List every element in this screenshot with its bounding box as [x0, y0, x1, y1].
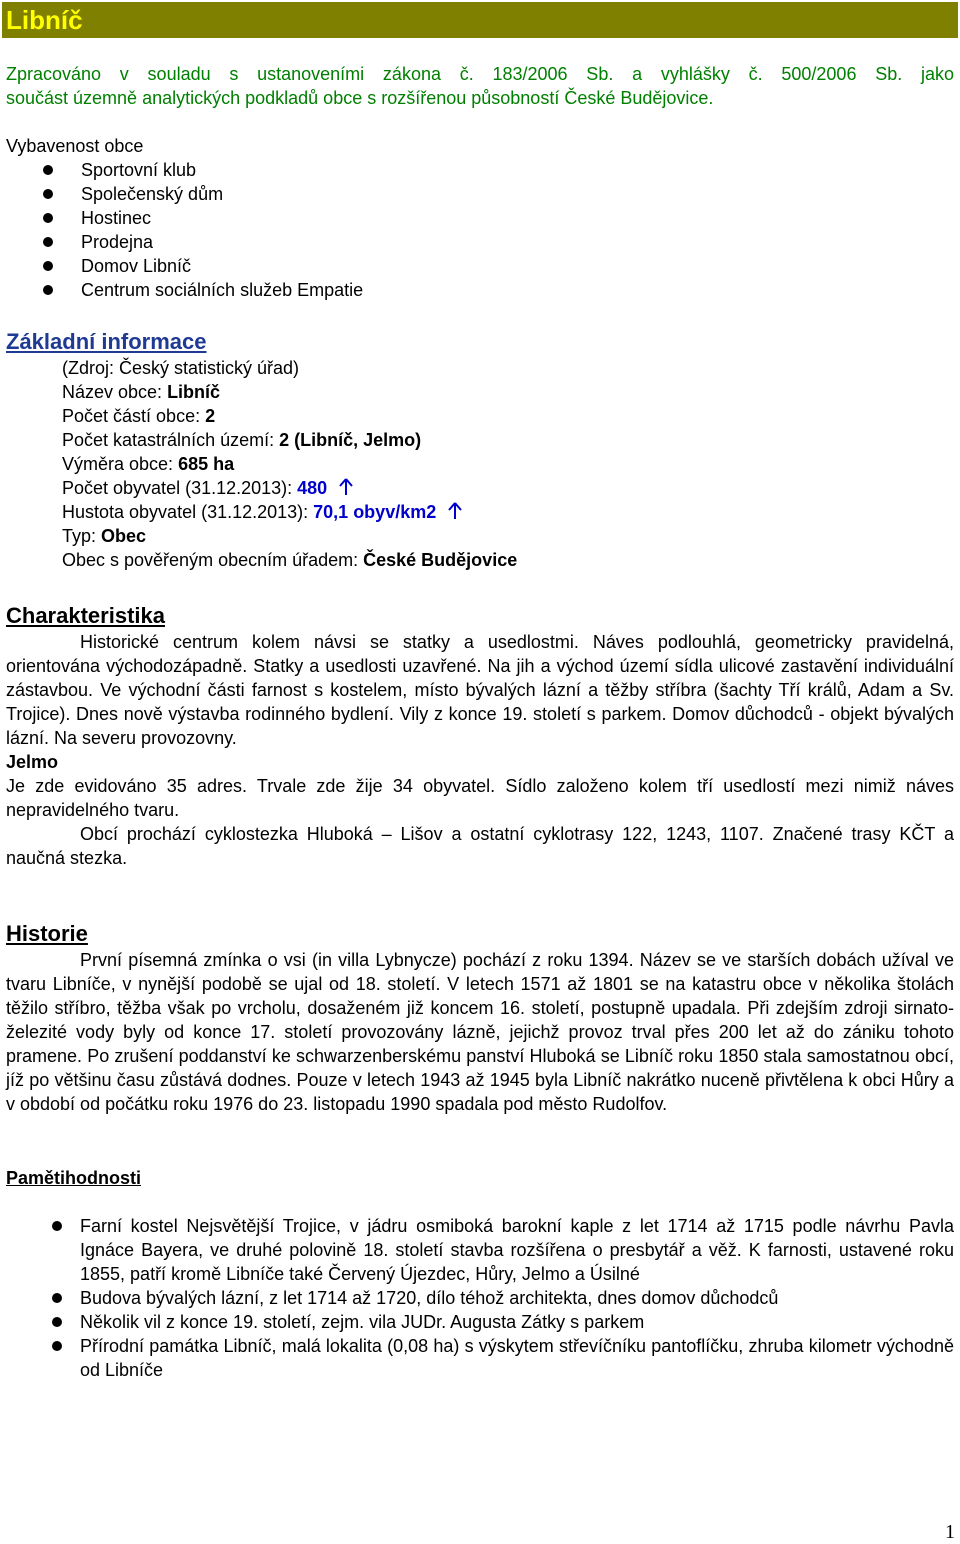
info-row-parts: Počet částí obce: 2 [62, 406, 216, 426]
source-note: (Zdroj: Český statistický úřad) [62, 358, 300, 378]
jelmo-paragraph: Je zde evidováno 35 adres. Trvale zde žije 34 obyvatel. Sídlo založeno kolem tří usedlostí mezi nimiž náves nepravidelného tvaru. [6, 776, 954, 820]
list-item: Hostinec [6, 206, 954, 230]
bullet-icon [43, 261, 53, 271]
page-title: Libníč [6, 5, 83, 35]
info-row-population: Počet obyvatel (31.12.2013): 480 [62, 476, 942, 500]
info-row-authority: Obec s pověřeným obecním úřadem: České Budějovice [62, 550, 518, 570]
characteristics-paragraph: Historické centrum kolem návsi se statky a usedlostmi. Náves podlouhlá, geometricky pravidelná, orientována východozápadně. Statky a usedlosti uzavřené. Na jih a východ území sídla ulicové zastavění individuální zástavbou. Ve východní části farnost s kostelem, místo bývalých lázní a těžby stříbra (šachty Tří králů, Adam a Sv. Trojice). Dnes nově výstavba rodinného bydlení. Vily z konce 19. století s parkem. Domov důchodců - objekt bývalých lázní. Na severu provozovny. [6, 632, 954, 748]
list-item: Přírodní památka Libníč, malá lokalita (0,08 ha) s výskytem střevíčníku pantoflíčku, zhruba kilometr východně od Libníče [6, 1334, 954, 1382]
bullet-icon [52, 1293, 62, 1303]
title-bar [2, 2, 958, 38]
amenities-list [6, 158, 954, 302]
bullet-icon [43, 285, 53, 295]
list-item: Sportovní klub [6, 158, 954, 182]
info-row-area: Výměra obce: 685 ha [62, 454, 235, 474]
intro-line-2: součást územně analytických podkladů obce s rozšířenou působností České Budějovice. [6, 88, 714, 108]
monuments-heading-block [6, 1166, 954, 1190]
basic-info-section [62, 356, 942, 572]
basic-info-heading: Základní informace [6, 329, 207, 354]
characteristics-section [6, 602, 954, 870]
arrow-up-icon [338, 478, 354, 496]
jelmo-heading: Jelmo [6, 752, 59, 772]
bullet-icon [43, 237, 53, 247]
list-item: Několik vil z konce 19. století, zejm. vila JUDr. Augusta Zátky s parkem [6, 1310, 954, 1334]
history-paragraph: První písemná zmínka o vsi (in villa Lybnycze) pochází z roku 1394. Název se ve starších dobách užíval ve tvaru Libníče, v nynější podobě se ujal od 18. století. V letech 1571 až 1801 se na katastru obce v několika štolách těžilo stříbro, těžba však po vrcholu, dosaženém již koncem 16. století, postupně upadala. Při zdejším zdroji sirnato-železité vody byly od konce 17. století provozovány lázně, jejichž provoz trval přes 200 let až do zániku tohoto pramene. Po zrušení poddanství ke schwarzenberskému panství Hluboká se Libníč roku 1850 stala samostatnou obcí, jíž po většinu času zůstává dodnes. Pouze v letech 1943 až 1945 byla Libníč nakrátko nuceně přivtělena k obci Hůry a v období od počátku roku 1976 do 23. listopadu 1990 spadala pod město Rudolfov. [6, 950, 954, 1114]
monuments-list [6, 1214, 954, 1382]
intro-line-1: Zpracováno v souladu s ustanoveními zákona č. 183/2006 Sb. a vyhlášky č. 500/2006 Sb. jako [6, 64, 954, 84]
cycle-paths-paragraph: Obcí prochází cyklostezka Hluboká – Lišov a ostatní cyklotrasy 122, 1243, 1107. Značené trasy KČT a naučná stezka. [6, 824, 954, 868]
list-item: Prodejna [6, 230, 954, 254]
amenities-section [6, 134, 954, 302]
info-row-cadastral: Počet katastrálních území: 2 (Libníč, Jelmo) [62, 430, 422, 450]
monuments-section [6, 1214, 954, 1382]
amenities-heading: Vybavenost obce [6, 136, 144, 156]
bullet-icon [43, 189, 53, 199]
list-item: Společenský dům [6, 182, 954, 206]
list-item: Domov Libníč [6, 254, 954, 278]
arrow-up-icon [447, 502, 463, 520]
info-row-name: Název obce: Libníč [62, 382, 221, 402]
bullet-icon [52, 1317, 62, 1327]
monuments-heading: Pamětihodnosti [6, 1168, 142, 1188]
page-number: 1 [945, 1521, 955, 1543]
bullet-icon [52, 1341, 62, 1351]
bullet-icon [43, 165, 53, 175]
characteristics-heading: Charakteristika [6, 603, 165, 628]
history-heading: Historie [6, 921, 88, 946]
list-item: Farní kostel Nejsvětější Trojice, v jádru osmiboká barokní kaple z let 1714 až 1715 podle návrhu Pavla Ignáce Bayera, ve druhé polovině 18. století stavba rozšířena o presbytář a věž. K farnosti, ustavené roku 1855, patří kromě Libníče také Červený Újezdec, Hůry, Jelmo a Úsilné [6, 1214, 954, 1286]
intro-text [6, 62, 954, 110]
info-row-density: Hustota obyvatel (31.12.2013): 70,1 obyv/km2 [62, 500, 942, 524]
basic-info-heading-block [6, 328, 954, 356]
bullet-icon [43, 213, 53, 223]
bullet-icon [52, 1221, 62, 1231]
info-row-type: Typ: Obec [62, 526, 147, 546]
history-section [6, 920, 954, 1116]
list-item: Budova bývalých lázní, z let 1714 až 1720, dílo téhož architekta, dnes domov důchodců [6, 1286, 954, 1310]
list-item: Centrum sociálních služeb Empatie [6, 278, 954, 302]
